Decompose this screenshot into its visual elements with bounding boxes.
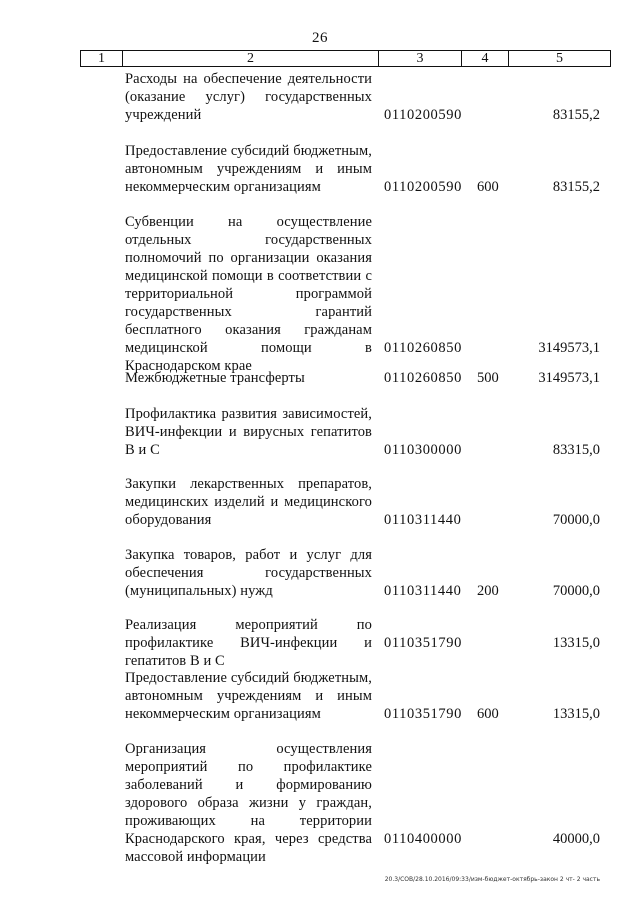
- row-description: Субвенции на осуществление отдельных государственных полномочий по организации оказания медицинской помощи в соответствии с территориальной программой государственных гарантий бесплатного оказания гражданам медицинской помощи в Краснодарском крае: [125, 214, 372, 374]
- row-code: 0110351790: [384, 706, 462, 722]
- table-row: [0, 669, 640, 723]
- header-col-2: 2: [123, 51, 379, 66]
- table-header: [80, 50, 611, 67]
- row-code: 0110311440: [384, 583, 462, 599]
- row-type: 600: [477, 179, 499, 195]
- row-code: 0110200590: [384, 107, 462, 123]
- row-amount: 83155,2: [552, 107, 600, 123]
- row-code: 0110260850: [384, 340, 462, 356]
- header-col-4: 4: [462, 51, 509, 66]
- row-amount: 70000,0: [552, 512, 600, 528]
- row-amount: 83315,0: [552, 442, 600, 458]
- table-row: [0, 369, 640, 387]
- table-row: [0, 142, 640, 196]
- table-row: [0, 70, 640, 124]
- row-type: 500: [477, 370, 499, 386]
- row-amount: 3149573,1: [538, 370, 600, 386]
- row-amount: 13315,0: [552, 706, 600, 722]
- row-amount: 13315,0: [552, 635, 600, 651]
- row-amount: 3149573,1: [538, 340, 600, 356]
- table-row: [0, 213, 640, 374]
- row-code: 0110351790: [384, 635, 462, 651]
- header-col-3: 3: [379, 51, 462, 66]
- table-row: [0, 616, 640, 669]
- row-type: 600: [477, 706, 499, 722]
- header-col-5: 5: [556, 51, 563, 66]
- row-code: 0110200590: [384, 179, 462, 195]
- row-type: 200: [477, 583, 499, 599]
- table-row: [0, 740, 640, 865]
- row-amount: 40000,0: [552, 831, 600, 847]
- row-description: Предоставление субсидий бюджетным, автономным учреждениям и иным некоммерческим организациям: [125, 670, 372, 722]
- row-code: 0110260850: [384, 370, 462, 386]
- row-code: 0110400000: [384, 831, 462, 847]
- table-row: [0, 475, 640, 529]
- page-number: 26: [312, 30, 328, 46]
- row-description: Межбюджетные трансферты: [125, 370, 305, 386]
- row-code: 0110300000: [384, 442, 462, 458]
- row-description: Закупки лекарственных препаратов, медицинских изделий и медицинского оборудования: [125, 476, 372, 528]
- table-row: [0, 405, 640, 459]
- document-footer: 20.3/СОВ/28.10.2016/09:33/изм-бюджет-октябрь-закон 2 чт- 2 часть: [384, 876, 600, 883]
- row-description: Закупка товаров, работ и услуг для обеспечения государственных (муниципальных) нужд: [125, 547, 372, 599]
- row-description: Профилактика развития зависимостей, ВИЧ-инфекции и вирусных гепатитов В и С: [125, 406, 372, 458]
- row-description: Расходы на обеспечение деятельности (оказание услуг) государственных учреждений: [125, 71, 372, 123]
- row-amount: 70000,0: [552, 583, 600, 599]
- header-col-1: 1: [81, 51, 123, 66]
- row-description: Организация осуществления мероприятий по профилактике заболеваний и формированию здорового образа жизни у граждан, проживающих на территории Краснодарского края, через средства массовой информации: [125, 741, 372, 865]
- row-description: Предоставление субсидий бюджетным, автономным учреждениям и иным некоммерческим организациям: [125, 143, 372, 195]
- row-description: Реализация мероприятий по профилактике ВИЧ-инфекции и гепатитов В и С: [125, 617, 372, 669]
- table-row: [0, 546, 640, 600]
- row-amount: 83155,2: [552, 179, 600, 195]
- row-code: 0110311440: [384, 512, 462, 528]
